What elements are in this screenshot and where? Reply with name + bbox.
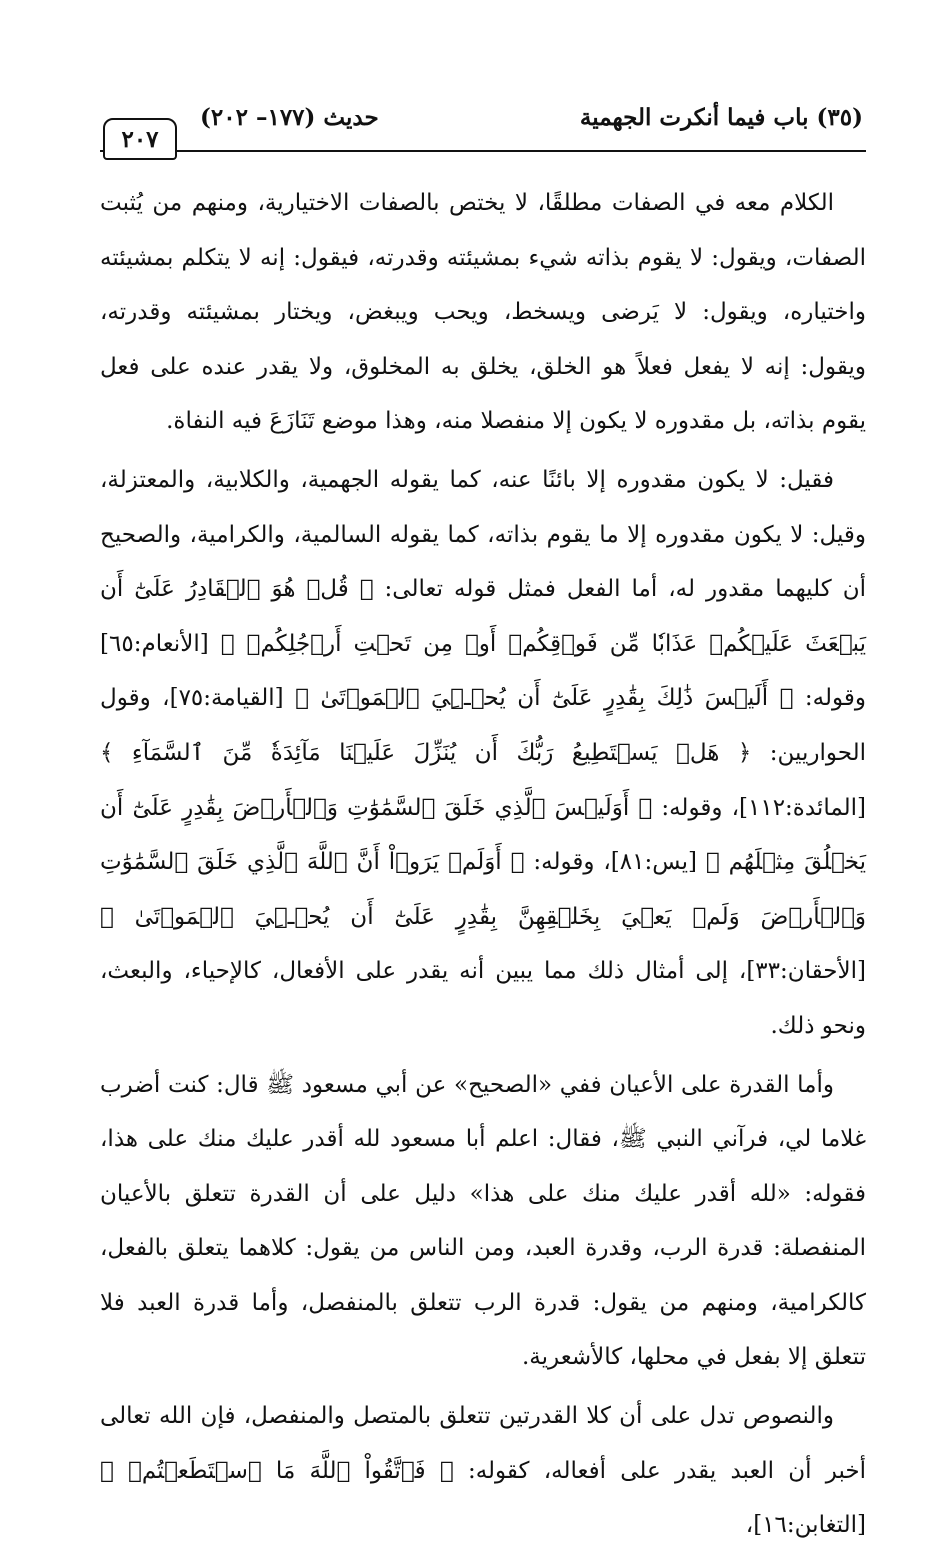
verse-5-reference: [الأحقان:٣٣]، إلى أمثال ذلك مما يبين أنه يقدر على الأفعال، كالإحياء، والبعث، ونحو ذلك.: [100, 958, 866, 1039]
paragraph-4-intro: والنصوص تدل على أن كلا القدرتين تتعلق بالمتصل والمنفصل، فإن الله تعالى أخبر أن العبد يقدر على أفعاله، كقوله:: [100, 1403, 867, 1484]
paragraph-1: الكلام معه في الصفات مطلقًا، لا يختص بالصفات الاختيارية، ومنهم من يُثبت الصفات، ويقول: لا يقوم بذاته شيء بمشيئته وقدرته، فيقول: إنه لا يتكلم بمشيئته واختياره، ويقول: لا يَرضى ويسخط، ويحب ويبغض، ويختار بمشيئته وقدرته، ويقول: إنه لا يفعل فعلاً هو الخلق، يخلق به المخلوق، ولا يقدر عنده على فعل يقوم بذاته، بل مقدوره لا يكون إلا منفصلا منه، وهذا موضع تَنَازَعَ فيه النفاة.: [100, 190, 866, 435]
quran-verse-2: ﴿ أَلَيۡسَ ذَٰلِكَ بِقَٰدِرٍ عَلَىٰٓ أَن يُحۡـِۧيَ ٱلۡمَوۡتَىٰ ﴾: [295, 685, 794, 712]
verse-4-reference: [يس:٨١]، وقوله:: [524, 849, 706, 876]
quran-verse-5: ﴿ أَوَلَمۡ يَرَوۡاْ أَنَّ ٱللَّهَ ٱلَّذِي خَلَقَ ٱلسَّمَٰوَٰتِ وَٱلۡأَرۡضَ وَلَمۡ يَعۡيَ بِخَلۡقِهِنَّ بِقَٰدِرٍ عَلَىٰٓ أَن يُحۡـِۧيَ ٱلۡمَوۡتَىٰ ﴾: [100, 849, 866, 930]
verse-2-reference: [القيامة:٧٥]، وقول الحواريين:: [100, 685, 866, 766]
paragraph-2-intro: فقيل: لا يكون مقدوره إلا بائنًا عنه، كما يقوله الجهمية، والكلابية، والمعتزلة، وقيل: لا يكون مقدوره إلا ما يقوم بذاته، كما يقوله السالمية، والكرامية، والصحيح أن كليهما مقدور له، أما الفعل فمثل قوله تعالى:: [100, 466, 866, 603]
quran-verse-4: ﴿ أَوَلَيۡسَ ٱلَّذِي خَلَقَ ٱلسَّمَٰوَٰتِ وَٱلۡأَرۡضَ بِقَٰدِرٍ عَلَىٰٓ أَن يَخۡلُقَ مِثۡلَهُم ﴾: [100, 794, 866, 876]
header-rule: [100, 150, 866, 152]
verse-3-reference: [المائدة:١١٢]، وقوله:: [652, 794, 866, 821]
quran-verse-3: ﴿ هَلۡ يَسۡتَطِيعُ رَبُّكَ أَن يُنَزِّلَ عَلَيۡنَا مَآئِدَةٗ مِّنَ ٱلسَّمَآءِ ﴾: [100, 739, 752, 766]
hadith-range: حديث (١٧٧– ٢٠٢): [200, 104, 379, 131]
verse-6-reference: [التغابن:١٦]،: [745, 1512, 866, 1539]
paragraph-3: وأما القدرة على الأعيان ففي «الصحيح» عن أبي مسعود ﷺ قال: كنت أضرب غلاما لي، فرآني النبي ﷺ، فقال: اعلم أبا مسعود لله أقدر عليك منك على هذا، فقوله: «لله أقدر عليك منك على هذا» دليل على أن القدرة تتعلق بالأعيان المنفصلة: قدرة الرب، وقدرة العبد، ومن الناس من يقول: كلاهما يتعلق بالفعل، كالكرامية، ومنهم من يقول: قدرة الرب تتعلق بالمنفصل، وأما قدرة العبد فلا تتعلق إلا بفعل في محلها، كالأشعرية.: [100, 1071, 866, 1371]
paragraph-2: [100, 453, 866, 1054]
chapter-title: (٣٥) باب فيما أنكرت الجهمية: [579, 104, 863, 131]
body-text: [100, 176, 866, 1553]
quran-verse-1: ﴿ قُلۡ هُوَ ٱلۡقَادِرُ عَلَىٰٓ أَن يَبۡعَثَ عَلَيۡكُمۡ عَذَابٗا مِّن فَوۡقِكُمۡ أَوۡ مِن تَحۡتِ أَرۡجُلِكُمۡ ﴾: [100, 576, 866, 657]
paragraph-4: [100, 1389, 866, 1553]
verse-1-reference: [الأنعام:٦٥] وقوله:: [100, 630, 867, 712]
quran-verse-6: ﴿ فَٱتَّقُواْ ٱللَّهَ مَا ٱسۡتَطَعۡتُمۡ ﴾: [100, 1457, 454, 1484]
page-number: ٢٠٧: [103, 118, 177, 160]
